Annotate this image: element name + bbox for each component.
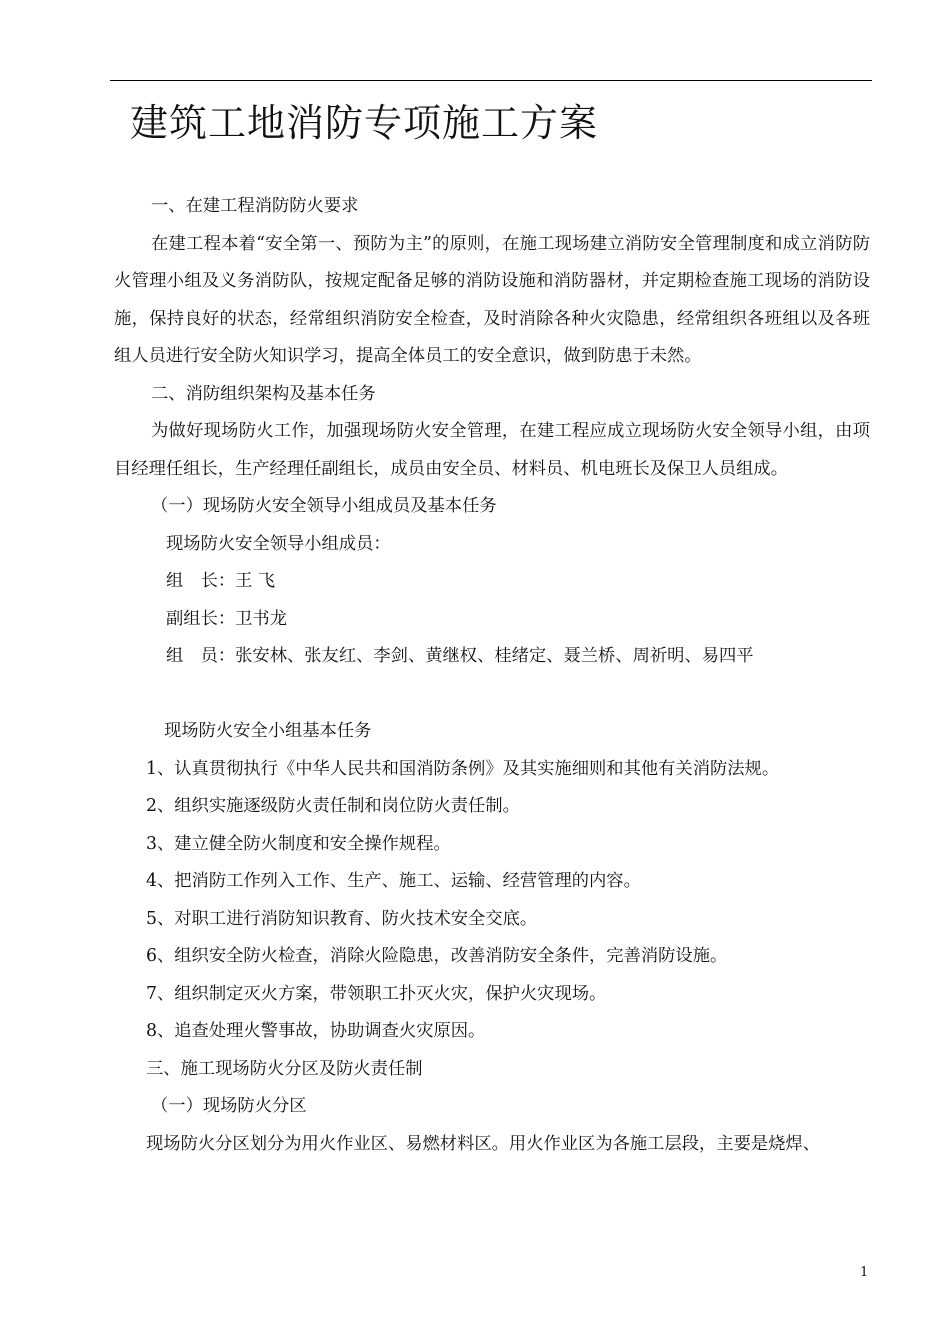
header-rule: [110, 80, 872, 81]
task-item: 3、建立健全防火制度和安全操作规程。: [146, 833, 451, 854]
task-item: 1、认真贯彻执行《中华人民共和国消防条例》及其实施细则和其他有关消防法规。: [146, 758, 780, 779]
section-3-heading: 三、施工现场防火分区及防火责任制: [146, 1058, 423, 1079]
section-2-heading: 二、消防组织架构及基本任务: [151, 383, 376, 404]
task-item: 5、对职工进行消防知识教育、防火技术安全交底。: [146, 908, 538, 929]
task-item: 7、组织制定灭火方案，带领职工扑灭火灾，保护火灾现场。: [146, 983, 607, 1004]
deputy-line: 副组长：卫书龙: [166, 608, 287, 629]
task-item: 8、追查处理火警事故，协助调查火灾原因。: [146, 1021, 486, 1041]
task-item: 4、把消防工作列入工作、生产、施工、运输、经营管理的内容。: [146, 871, 641, 891]
section-3-subheading: （一）现场防火分区: [151, 1096, 307, 1116]
task-item: 6、组织安全防火检查，消除火险隐患，改善消防安全条件，完善消防设施。: [146, 946, 728, 966]
section-3-paragraph: 现场防火分区划分为用火作业区、易燃材料区。用火作业区为各施工层段，主要是烧焊、: [146, 1133, 820, 1154]
blank-line: [114, 676, 870, 714]
leader-line: 组 长：王 飞: [166, 571, 276, 591]
section-2-paragraph: 为做好现场防火工作，加强现场防火安全管理，在建工程应成立现场防火安全领导小组，由项目经理任组长，生产经理任副组长，成员由安全员、材料员、机电班长及保卫人员组成。: [114, 421, 870, 479]
members-heading: 现场防火安全领导小组成员：: [166, 533, 391, 554]
task-item: 2、组织实施逐级防火责任制和岗位防火责任制。: [146, 796, 520, 816]
page-number: 1: [860, 1265, 869, 1280]
section-1-paragraph: 在建工程本着“安全第一、预防为主”的原则，在施工现场建立消防安全管理制度和成立消防防火管理小组及义务消防队，按规定配备足够的消防设施和消防器材，并定期检查施工现场的消防设施，保持良好的状态，经常组织消防安全检查，及时消除各种火灾隐患，经常组织各班组以及各班组人员进行安全防火知识学习，提高全体员工的安全意识，做到防患于未然。: [114, 233, 870, 366]
section-1-heading: 一、在建工程消防防火要求: [151, 196, 359, 216]
tasks-heading: 现场防火安全小组基本任务: [164, 721, 372, 741]
document-title: 建筑工地消防专项施工方案: [130, 101, 599, 145]
document-body: [114, 188, 870, 1163]
members-line: 组 员：张安林、张友红、李剑、黄继权、桂绪定、聂兰桥、周祈明、易四平: [166, 646, 754, 666]
section-2-subheading: （一）现场防火安全领导小组成员及基本任务: [151, 496, 497, 516]
